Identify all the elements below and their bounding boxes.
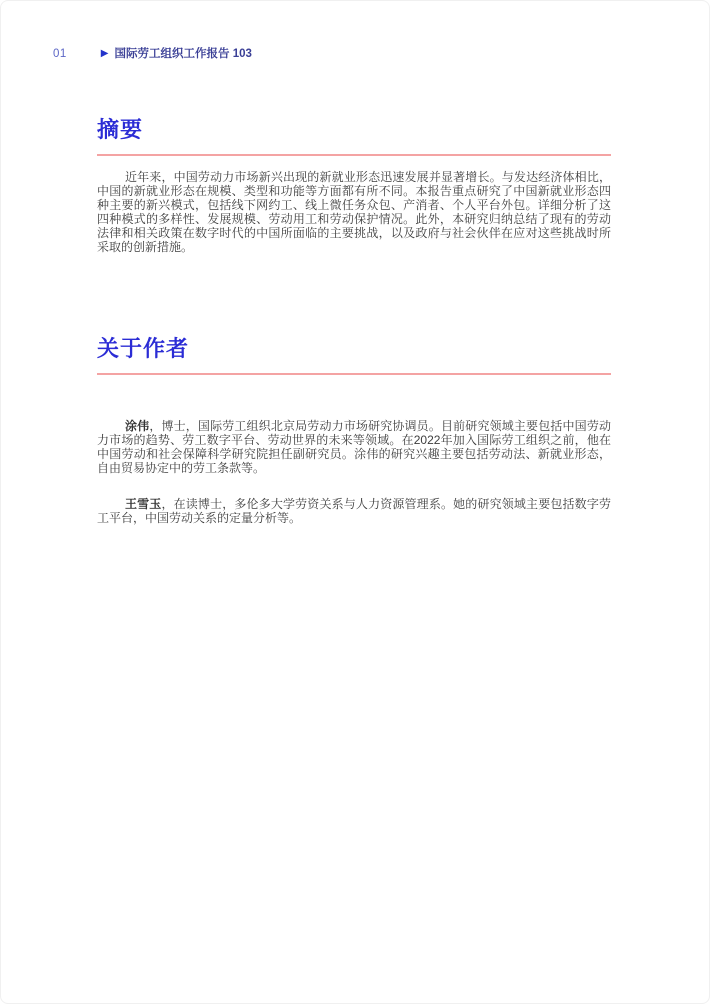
page-content bbox=[97, 118, 611, 525]
report-title: 国际劳工组织工作报告 103 bbox=[114, 48, 252, 60]
abstract-paragraph: 近年来，中国劳动力市场新兴出现的新就业形态迅速发展并显著增长。与发达经济体相比，中国的新就业形态在规模、类型和功能等方面都有所不同。本报告重点研究了中国新就业形态四种主要的新兴模式，包括线下网约工、线上微任务众包、产消者、个人平台外包。详细分析了这四种模式的多样性、发展规模、劳动用工和劳动保护情况。此外，本研究归纳总结了现有的劳动法律和相关政策在数字时代的中国所面临的主要挑战，以及政府与社会伙伴在应对这些挑战时所采取的创新措施。 bbox=[97, 170, 611, 255]
abstract-divider-rule bbox=[97, 154, 611, 156]
author-bio bbox=[97, 497, 611, 525]
play-icon: ▶ bbox=[100, 48, 109, 59]
about-authors-divider-rule bbox=[97, 373, 611, 375]
section-abstract bbox=[97, 118, 611, 255]
section-about-authors bbox=[97, 337, 611, 526]
abstract-heading: 摘要 bbox=[97, 117, 144, 142]
page-number: 01 bbox=[53, 48, 67, 60]
author-bio-text: ，博士，国际劳工组织北京局劳动力市场研究协调员。目前研究领域主要包括中国劳动力市场的趋势、劳工数字平台、劳动世界的未来等领域。在2022年加入国际劳工组织之前，他在中国劳动和社会保障科学研究院担任副研究员。涂伟的研究兴趣主要包括劳动法、新就业形态，自由贸易协定中的劳工条款等。 bbox=[97, 418, 611, 475]
running-header bbox=[53, 47, 709, 61]
author-bio bbox=[97, 419, 611, 475]
author-name: 涂伟 bbox=[125, 418, 150, 433]
about-authors-heading: 关于作者 bbox=[97, 335, 190, 361]
author-bio-text: ，在读博士，多伦多大学劳资关系与人力资源管理系。她的研究领域主要包括数字劳工平台，中国劳动关系的定量分析等。 bbox=[97, 496, 611, 526]
author-name: 王雪玉 bbox=[125, 496, 162, 511]
